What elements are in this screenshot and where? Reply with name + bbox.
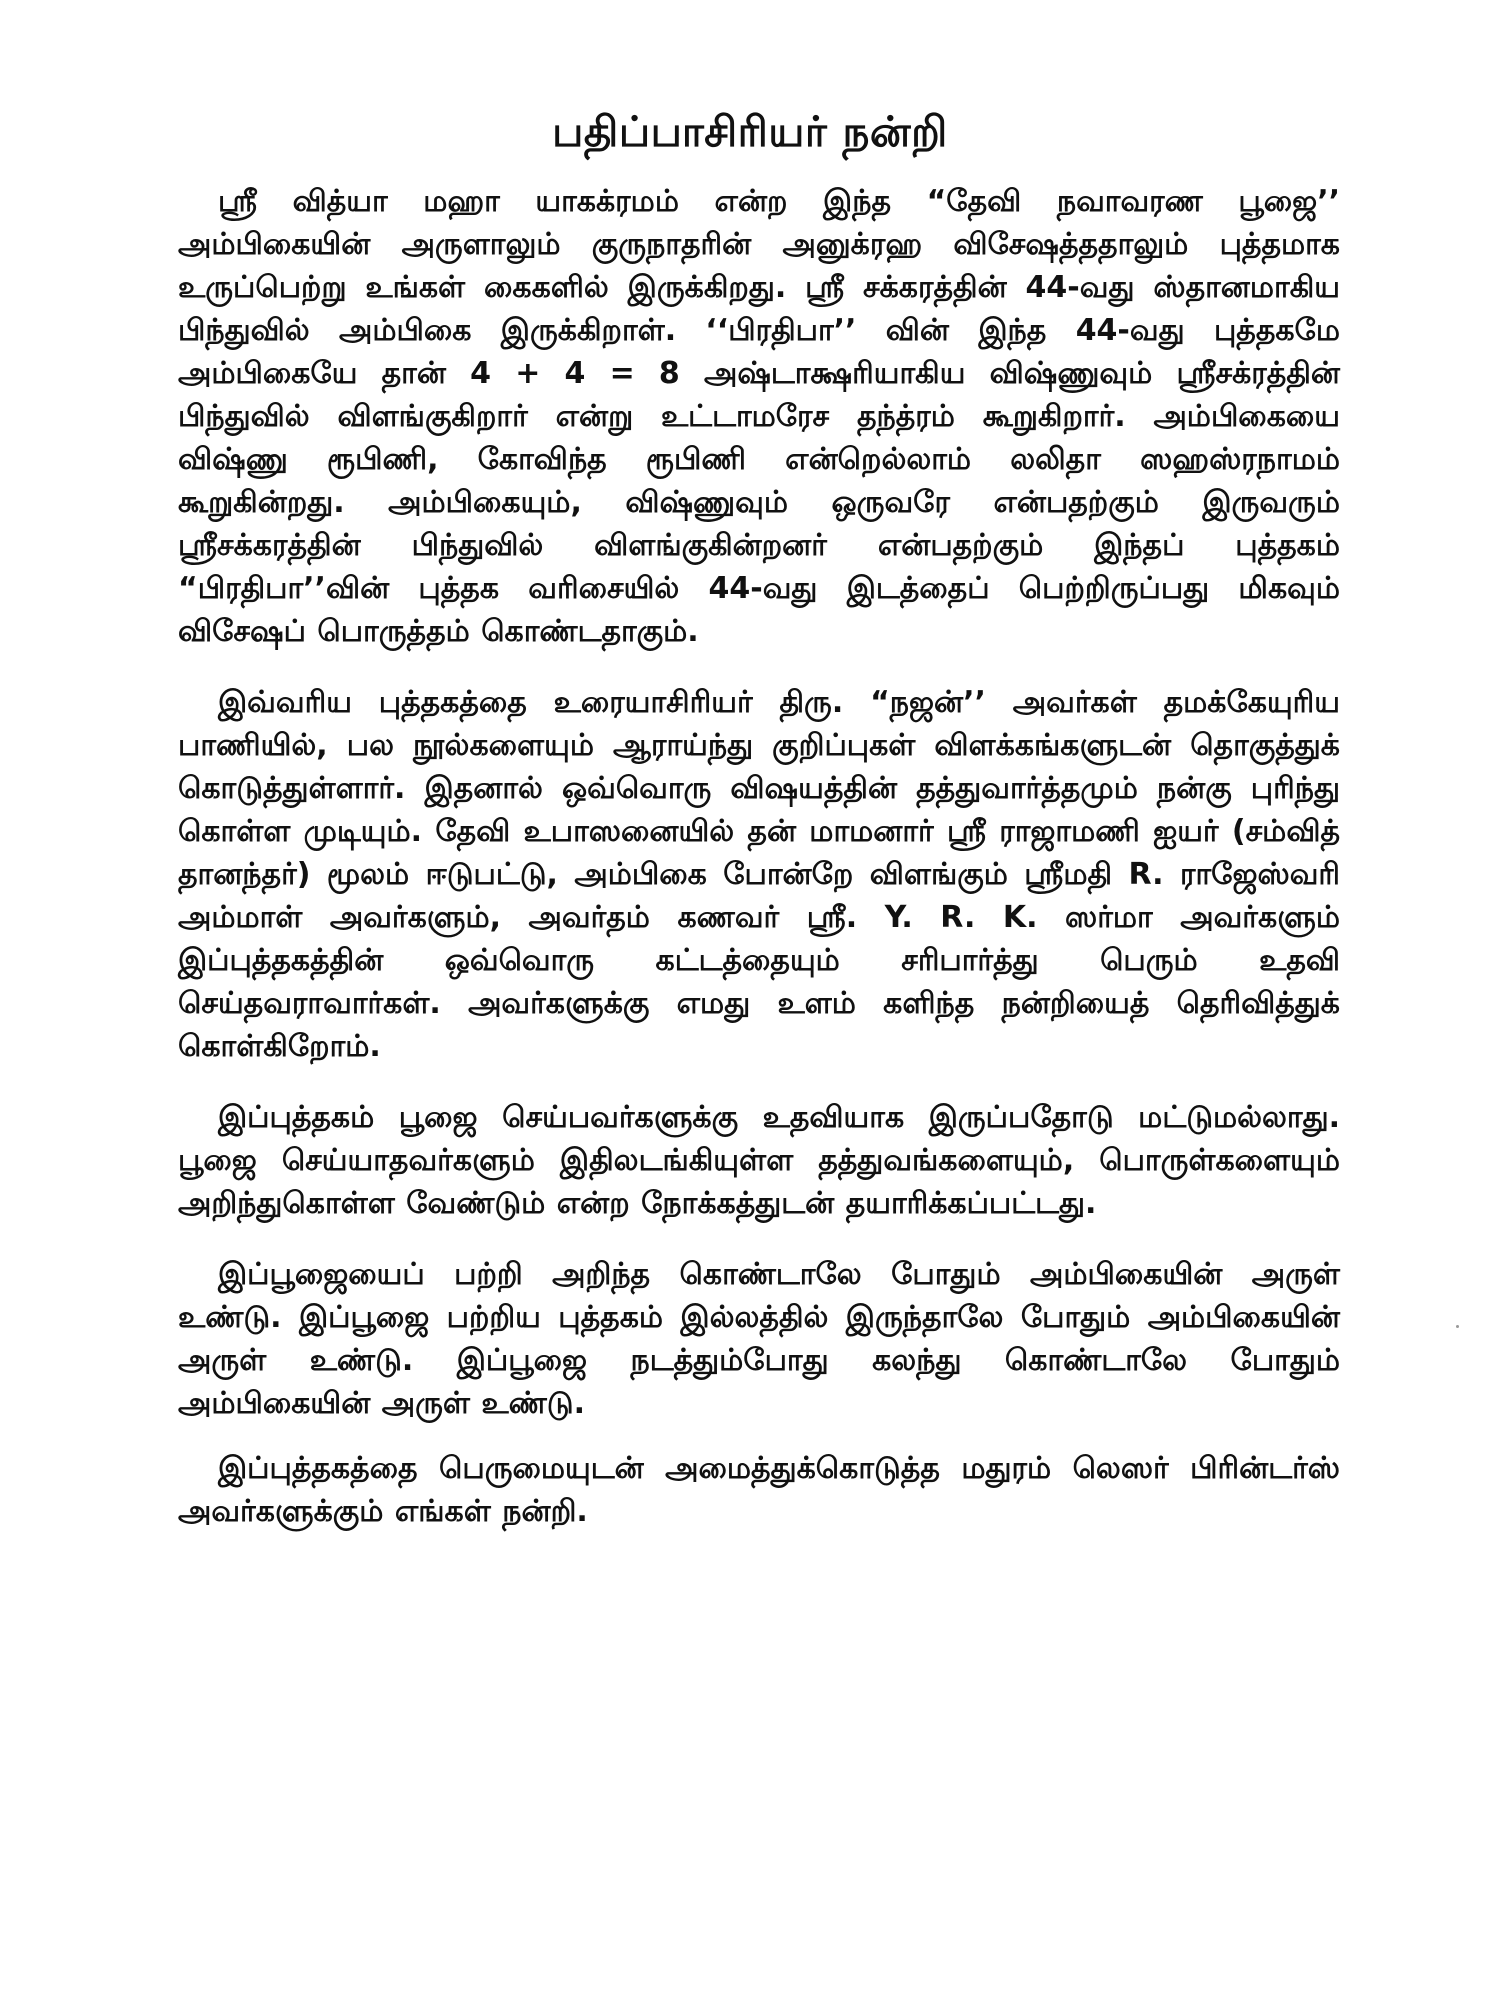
body-text xyxy=(178,180,1340,1533)
scan-speck xyxy=(1456,1325,1459,1328)
paragraph-2: இவ்வரிய புத்தகத்தை உரையாசிரியர் திரு. “நஜன்’’ அவர்கள் தமக்கேயுரிய பாணியில், பல நூல்களையும் ஆராய்ந்து குறிப்புகள் விளக்கங்களுடன் தொகுத்துக் கொடுத்துள்ளார். இதனால் ஒவ்வொரு விஷயத்தின் தத்துவார்த்தமும் நன்கு புரிந்து கொள்ள முடியும். தேவி உபாஸனையில் தன் மாமனார் ஸ்ரீ ராஜாமணி ஐயர் (சம்வித் தானந்தர்) மூலம் ஈடுபட்டு, அம்பிகை போன்றே விளங்கும் ஸ்ரீமதி R. ராஜேஸ்வரி அம்மாள் அவர்களும், அவர்தம் கணவர் ஸ்ரீ. Y. R. K. ஸர்மா அவர்களும் இப்புத்தகத்தின் ஒவ்வொரு கட்டத்தையும் சரிபார்த்து பெரும் உதவி செய்தவராவார்கள். அவர்களுக்கு எமது உளம் களிந்த நன்றியைத் தெரிவித்துக் கொள்கிறோம். xyxy=(178,685,1340,1064)
page-title: பதிப்பாசிரியர் நன்றி xyxy=(552,107,948,156)
paragraph-3: இப்புத்தகம் பூஜை செய்பவர்களுக்கு உதவியாக இருப்பதோடு மட்டுமல்லாது. பூஜை செய்யாதவர்களும் இதிலடங்கியுள்ள தத்துவங்களையும், பொருள்களையும் அறிந்துகொள்ள வேண்டும் என்ற நோக்கத்துடன் தயாரிக்கப்பட்டது. xyxy=(178,1100,1340,1221)
paragraph-5: இப்புத்தகத்தை பெருமையுடன் அமைத்துக்கொடுத்த மதுரம் லெஸர் பிரின்டர்ஸ் அவர்களுக்கும் எங்கள் நன்றி. xyxy=(178,1451,1340,1529)
paragraph-4: இப்பூஜையைப் பற்றி அறிந்த கொண்டாலே போதும் அம்பிகையின் அருள் உண்டு. இப்பூஜை பற்றிய புத்தகம் இல்லத்தில் இருந்தாலே போதும் அம்பிகையின் அருள் உண்டு. இப்பூஜை நடத்தும்போது கலந்து கொண்டாலே போதும் அம்பிகையின் அருள் உண்டு. xyxy=(178,1257,1340,1421)
paragraph-1: ஸ்ரீ வித்யா மஹா யாகக்ரமம் என்ற இந்த “தேவி நவாவரண பூஜை’’ அம்பிகையின் அருளாலும் குருநாதரின் அனுக்ரஹ விசேஷத்ததாலும் புத்தமாக உருப்பெற்று உங்கள் கைகளில் இருக்கிறது. ஸ்ரீ சக்கரத்தின் 44-வது ஸ்தானமாகிய பிந்துவில் அம்பிகை இருக்கிறாள். ‘‘பிரதிபா’’ வின் இந்த 44-வது புத்தகமே அம்பிகையே தான் 4 + 4 = 8 அஷ்டாக்ஷரியாகிய விஷ்ணுவும் ஸ்ரீசக்ரத்தின் பிந்துவில் விளங்குகிறார் என்று உட்டாமரேச தந்த்ரம் கூறுகிறார். அம்பிகையை விஷ்ணு ரூபிணி, கோவிந்த ரூபிணி என்றெல்லாம் லலிதா ஸஹஸ்ரநாமம் கூறுகின்றது. அம்பிகையும், விஷ்ணுவும் ஒருவரே என்பதற்கும் இருவரும் ஸ்ரீசக்கரத்தின் பிந்துவில் விளங்குகின்றனர் என்பதற்கும் இந்தப் புத்தகம் “பிரதிபா’’வின் புத்தக வரிசையில் 44-வது இடத்தைப் பெற்றிருப்பது மிகவும் விசேஷப் பொருத்தம் கொண்டதாகும். xyxy=(178,184,1340,649)
